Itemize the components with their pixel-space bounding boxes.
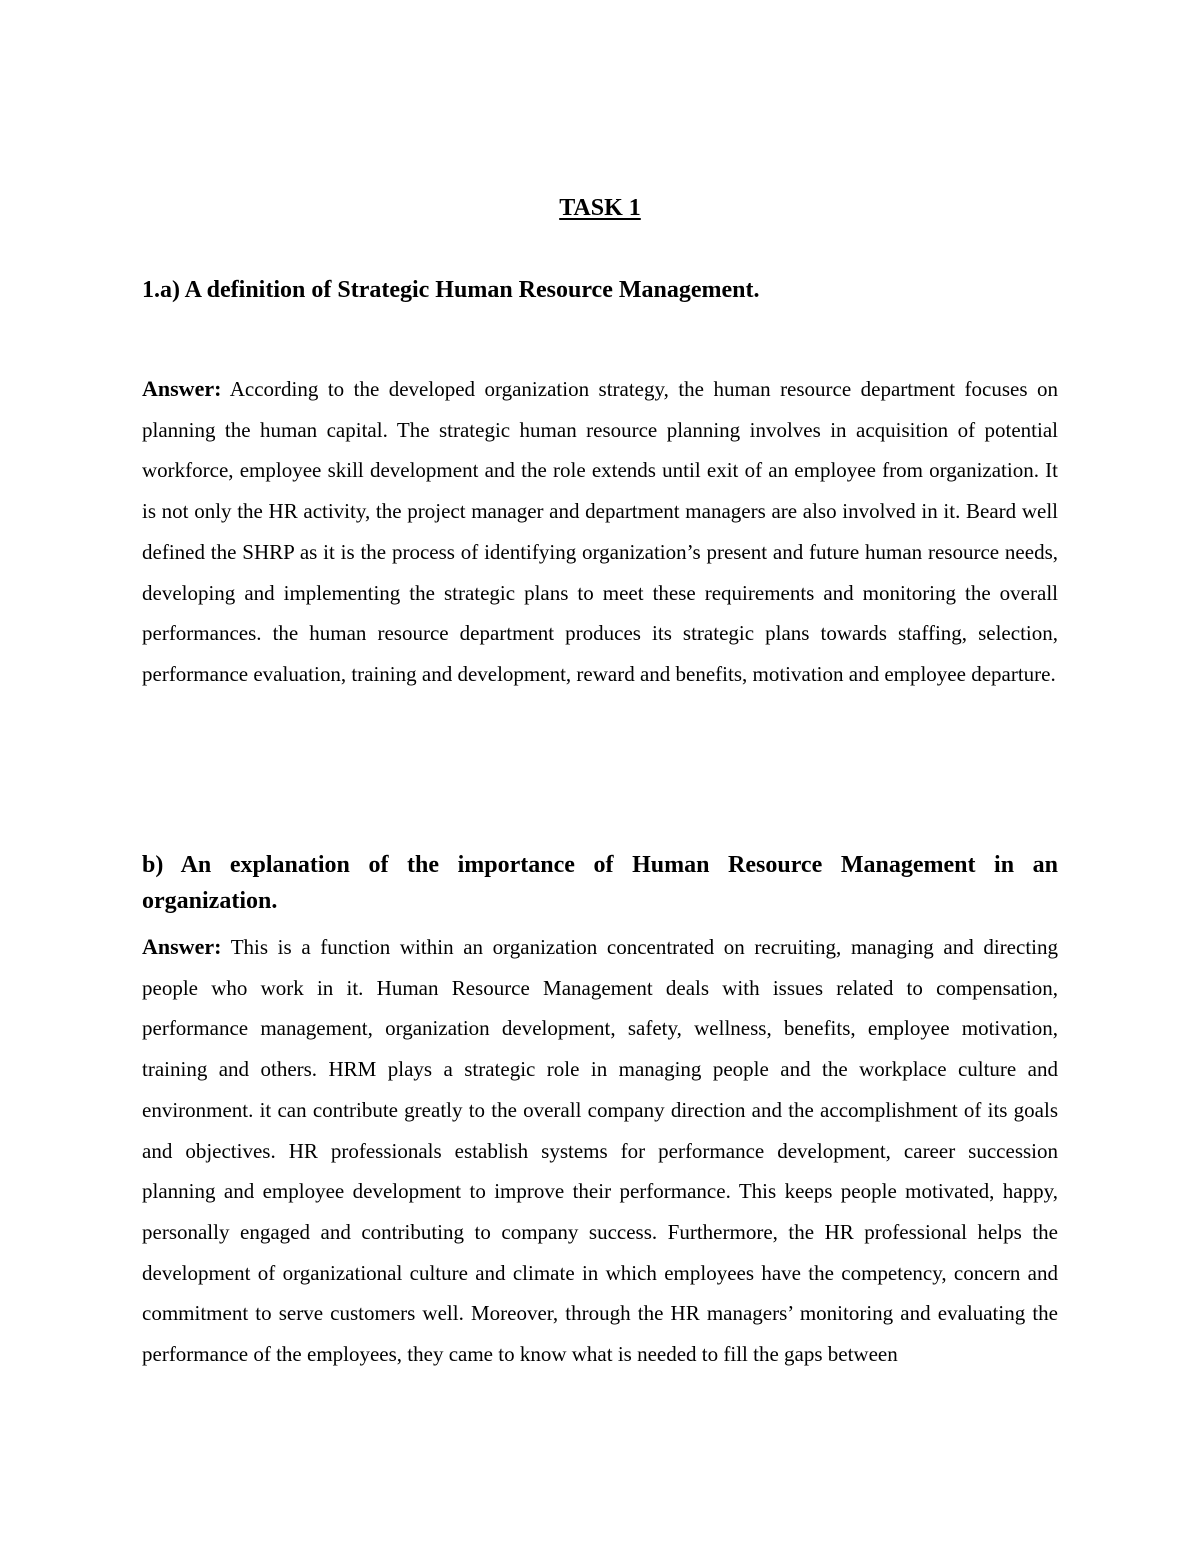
section-b-answer-text: This is a function within an organization concentrated on recruiting, managing and directing people who work in it. Human Resource Management deals with issues related to compensation, performance management, organization development, safety, wellness, benefits, employee motivation, training and others. HRM plays a strategic role in managing people and the workplace culture and environment. it can contribute greatly to the overall company direction and the accomplishment of its goals and objectives. HR professionals establish systems for performance development, career succession planning and employee development to improve their performance. This keeps people motivated, happy, personally engaged and contributing to company success. Furthermore, the HR professional helps the development of organizational culture and climate in which employees have the competency, concern and commitment to serve customers well. Moreover, through the HR managers’ monitoring and evaluating the performance of the employees, they came to know what is needed to fill the gaps between [142, 935, 1058, 1367]
section-a-answer-text: According to the developed organization strategy, the human resource department focuses on planning the human capital. The strategic human resource planning involves in acquisition of potential workforce, employee skill development and the role extends until exit of an employee from organization. It is not only the HR activity, the project manager and department managers are also involved in it. Beard well defined the SHRP as it is the process of identifying organization’s present and future human resource needs, developing and implementing the strategic plans to meet these requirements and monitoring the overall performances. the human resource department produces its strategic plans towards staffing, selection, performance evaluation, training and development, reward and benefits, motivation and employee departure. [142, 377, 1058, 686]
section-b-answer [142, 927, 1058, 1375]
task-title [0, 190, 1200, 226]
section-b-heading: b) An explanation of the importance of Human Resource Management in an organization. [142, 852, 1058, 914]
section-a-heading: 1.a) A definition of Strategic Human Resource Management. [142, 277, 760, 303]
task-title-text: TASK 1 [559, 195, 641, 221]
section-b-answer-label: Answer: [142, 934, 222, 959]
section-a-answer [142, 369, 1058, 695]
section-a-answer-label: Answer: [142, 376, 222, 401]
